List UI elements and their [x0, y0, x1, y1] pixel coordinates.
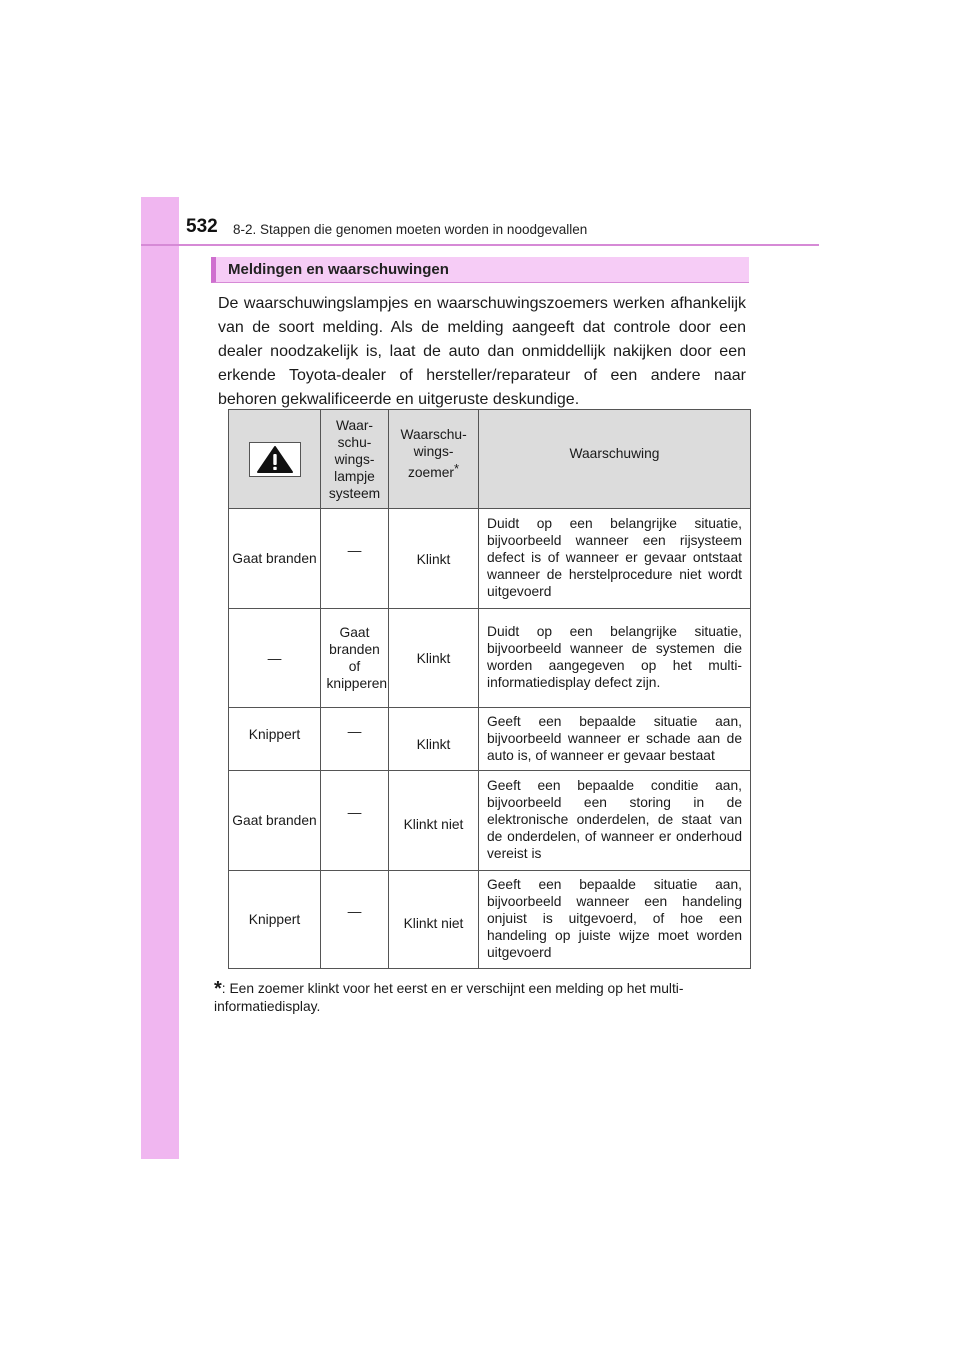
- cell-lamp-status: —: [321, 771, 389, 871]
- cell-buzzer-status: Klinkt: [389, 609, 479, 708]
- section-title: Meldingen en waarschuwingen: [228, 261, 449, 278]
- table-row: [229, 609, 751, 708]
- footnote-text: : Een zoemer klinkt voor het eerst en er verschijnt een melding op het multi-informatiedisplay.: [214, 981, 684, 1014]
- cell-buzzer-status: Klinkt: [389, 708, 479, 771]
- footnote-marker: *: [453, 460, 460, 476]
- header-warning: Waarschuwing: [479, 410, 751, 509]
- footnote-star: *: [214, 978, 222, 1000]
- cell-warning-text: Geeft een bepaalde situatie aan, bijvoorbeeld wanneer er schade aan de auto is, of wanneer er gevaar bestaat: [479, 708, 751, 771]
- table-row: [229, 771, 751, 871]
- cell-warning-text: Duidt op een belangrijke situatie, bijvoorbeeld wanneer de systemen die worden aangegeven op het multi-informatiedisplay defect zijn.: [479, 609, 751, 708]
- header-buzzer: Waarschu-wings-zoemer*: [389, 410, 479, 509]
- cell-warning-text: Geeft een bepaalde situatie aan, bijvoorbeeld wanneer een handeling onjuist is uitgevoerd, of hoe een handeling op juiste wijze moet worden uitgevoerd: [479, 871, 751, 969]
- cell-icon-status: —: [229, 609, 321, 708]
- cell-lamp-status: —: [321, 509, 389, 609]
- table-footnote: [214, 978, 750, 1016]
- section-header: 8-2. Stappen die genomen moeten worden in noodgevallen: [233, 222, 588, 237]
- header-rule: [141, 244, 819, 246]
- cell-icon-status: Gaat branden: [229, 771, 321, 871]
- cell-warning-text: Geeft een bepaalde conditie aan, bijvoorbeeld een storing in de elektronische onderdelen, de staat van de onderdelen, of wanneer er onderhoud vereist is: [479, 771, 751, 871]
- warnings-table: [228, 409, 751, 969]
- cell-buzzer-status: Klinkt niet: [389, 871, 479, 969]
- cell-lamp-status: —: [321, 871, 389, 969]
- cell-icon-status: Gaat branden: [229, 509, 321, 609]
- table-row: [229, 871, 751, 969]
- intro-paragraph: De waarschuwingslampjes en waarschuwingszoemers werken afhankelijk van de soort melding. Als de melding aangeeft dat controle door een dealer noodzakelijk is, laat de auto dan onmiddellijk nakijken door een erkende Toyota-dealer of hersteller/reparateur of een andere naar behoren gekwalificeerde en uitgeruste deskundige.: [218, 295, 746, 408]
- cell-warning-text: Duidt op een belangrijke situatie, bijvoorbeeld wanneer een rijsysteem defect is of wanneer er gevaar ontstaat wanneer de herstelprocedure niet wordt uitgevoerd: [479, 509, 751, 609]
- section-title-bar: [211, 257, 749, 283]
- table-row: [229, 708, 751, 771]
- header-icon-cell: [229, 410, 321, 509]
- table-header-row: [229, 410, 751, 509]
- cell-lamp-status: Gaat branden of knipperen: [321, 609, 389, 708]
- header-lamp-system: Waar-schu-wings-lampje systeem: [321, 410, 389, 509]
- page-number: 532: [186, 216, 218, 237]
- warning-triangle-icon: [249, 442, 301, 477]
- cell-lamp-status: —: [321, 708, 389, 771]
- cell-icon-status: Knippert: [229, 708, 321, 771]
- cell-buzzer-status: Klinkt: [389, 509, 479, 609]
- cell-icon-status: Knippert: [229, 871, 321, 969]
- table-row: [229, 509, 751, 609]
- cell-buzzer-status: Klinkt niet: [389, 771, 479, 871]
- chapter-side-tab: [141, 197, 179, 1159]
